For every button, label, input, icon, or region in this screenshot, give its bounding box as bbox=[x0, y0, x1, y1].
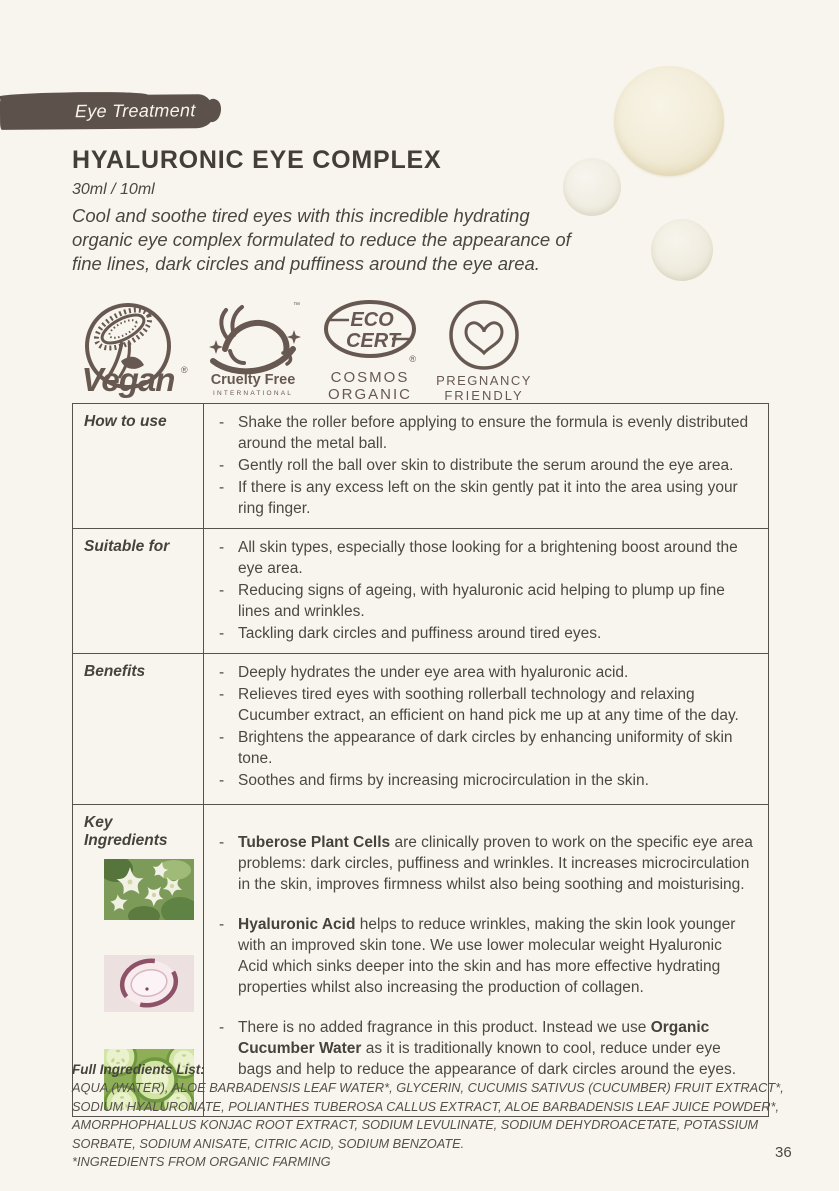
suitable-for-list bbox=[216, 537, 754, 644]
leaping-bunny-icon bbox=[203, 299, 303, 399]
list-item: - Reducing signs of ageing, with hyaluronic acid helping to plump up fine lines and wrinkles. bbox=[216, 580, 754, 622]
list-item: - Gently roll the ball over skin to distribute the serum around the eye area. bbox=[216, 455, 754, 476]
registered-mark: ® bbox=[181, 365, 188, 375]
list-item: - Brightens the appearance of dark circles by enhancing uniformity of skin tone. bbox=[216, 727, 754, 769]
list-item: - Soothes and firms by increasing microcirculation in the skin. bbox=[216, 770, 754, 791]
full-ingredients-text: AQUA (WATER), ALOE BARBADENSIS LEAF WATER*, GLYCERIN, CUCUMIS SATIVUS (CUCUMBER) FRUIT EXTRACT*, SODIUM HYALURONATE, POLIANTHES TUBEROSA CALLUS EXTRACT, ALOE BARBADENSIS LEAF JUICE POWDER*, AMORPHOPHALLUS KONJAC ROOT EXTRACT, SODIUM LEVULINATE, SODIUM DEHYDROACETATE, POTASSIUM SORBATE, SODIUM ANISATE, CITRIC ACID, SODIUM BENZOATE. bbox=[72, 1080, 784, 1151]
list-item: - Tackling dark circles and puffiness around tired eyes. bbox=[216, 623, 754, 644]
product-volume: 30ml / 10ml bbox=[72, 181, 155, 198]
page-title: HYALURONIC EYE COMPLEX bbox=[72, 146, 442, 174]
vegan-label: Vegan bbox=[81, 361, 175, 398]
vegan-sunflower-icon bbox=[68, 299, 193, 399]
row-label: Key Ingredients bbox=[84, 814, 168, 849]
list-item: - Relieves tired eyes with soothing rollerball technology and relaxing Cucumber extract, an efficient on hand pick me up at any time of the day. bbox=[216, 684, 754, 726]
row-label: How to use bbox=[73, 404, 204, 528]
page-number: 36 bbox=[775, 1144, 792, 1161]
trademark-mark: ™ bbox=[293, 302, 300, 309]
hyaluronic-acid-image bbox=[104, 955, 194, 1012]
organic-farming-note: *INGREDIENTS FROM ORGANIC FARMING bbox=[72, 1154, 331, 1169]
category-badge bbox=[0, 94, 214, 130]
row-label: Suitable for bbox=[73, 529, 204, 653]
friendly-label: FRIENDLY bbox=[444, 388, 524, 403]
how-to-use-list bbox=[216, 412, 754, 519]
full-ingredients-label: Full Ingredients List: bbox=[72, 1062, 205, 1077]
benefits-list bbox=[216, 662, 754, 791]
cruelty-free-label: Cruelty Free bbox=[210, 372, 296, 388]
ingredient-name: Tuberose Plant Cells bbox=[238, 834, 391, 851]
category-badge-label: Eye Treatment bbox=[74, 100, 196, 122]
serum-drop-medium bbox=[651, 219, 713, 281]
list-item: - Deeply hydrates the under eye area with hyaluronic acid. bbox=[216, 662, 754, 683]
pregnancy-label: PREGNANCY bbox=[436, 373, 532, 388]
product-info-table bbox=[72, 403, 769, 1117]
heart-circle-icon bbox=[436, 299, 532, 403]
pregnancy-friendly-logo bbox=[436, 299, 532, 403]
organic-label: ORGANIC bbox=[327, 386, 413, 403]
cruelty-free-logo bbox=[203, 299, 303, 399]
registered-mark: ® bbox=[409, 354, 416, 364]
product-description: Cool and soothe tired eyes with this incredible hydrating organic eye complex formulated to reduce the appearance of fine lines, dark circles and puffiness around the eye area. bbox=[72, 205, 571, 274]
list-item: - If there is any excess left on the skin gently pat it into the area using your ring finger. bbox=[216, 477, 754, 519]
full-ingredients-section bbox=[72, 1062, 786, 1172]
table-row-benefits bbox=[73, 654, 768, 805]
list-item: - Tuberose Plant Cells are clinically proven to work on the specific eye area problems: dark circles, puffiness and wrinkles. It increases microcirculation in the skin, improves firmness whilst also being soothing and moisturising. bbox=[216, 832, 754, 895]
row-label: Benefits bbox=[73, 654, 204, 804]
list-item: - All skin types, especially those looking for a brightening boost around the eye area. bbox=[216, 537, 754, 579]
tuberose-image bbox=[104, 859, 194, 920]
ingredient-name: Hyaluronic Acid bbox=[238, 916, 356, 933]
ecocert-logo bbox=[320, 299, 420, 403]
serum-drop-large bbox=[614, 66, 724, 176]
cosmos-label: COSMOS bbox=[330, 369, 410, 386]
key-ingredients-list bbox=[216, 832, 754, 1080]
list-item: - There is no added fragrance in this product. Instead we use Organic Cucumber Water as it is traditionally known to cool, reduce under eye bags and help to reduce the appearance of dark circles around the eyes. bbox=[216, 1017, 754, 1080]
table-row-suitable-for bbox=[73, 529, 768, 654]
list-item: - Hyaluronic Acid helps to reduce wrinkles, making the skin look younger with an improved skin tone. We use lower molecular weight Hyaluronic Acid which sinks deeper into the skin and has more effective hydrating properties whilst also increasing the production of collagen. bbox=[216, 914, 754, 998]
cert-text: CERT bbox=[345, 330, 401, 352]
vegan-logo bbox=[68, 299, 193, 399]
eco-text: ECO bbox=[350, 309, 394, 331]
ecocert-oval-icon bbox=[320, 299, 420, 403]
ingredient-name: Organic Cucumber Water bbox=[238, 1019, 710, 1057]
cruelty-free-sublabel: INTERNATIONAL bbox=[212, 390, 294, 397]
certification-logos bbox=[68, 299, 532, 403]
list-item: - Shake the roller before applying to ensure the formula is evenly distributed around the metal ball. bbox=[216, 412, 754, 454]
table-row-how-to-use bbox=[73, 404, 768, 529]
